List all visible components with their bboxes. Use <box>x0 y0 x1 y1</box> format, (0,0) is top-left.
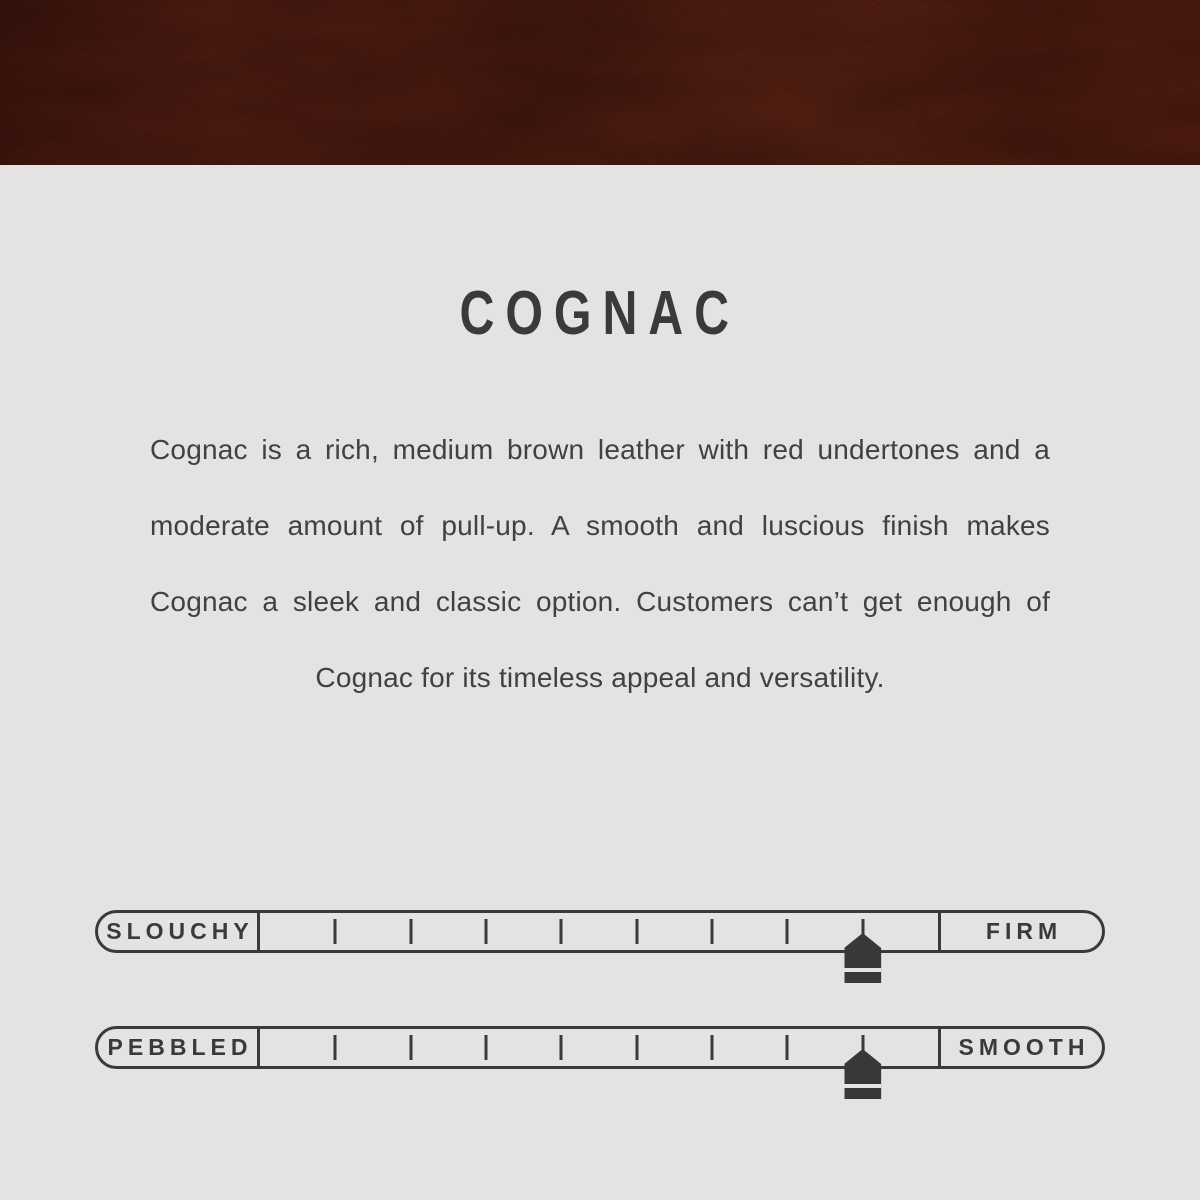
scale-tick <box>711 919 714 944</box>
page-title: COGNAC <box>459 279 741 348</box>
scale-tick <box>560 1035 563 1060</box>
scale-tick <box>334 919 337 944</box>
scale-tick <box>409 1035 412 1060</box>
scale-left-label: SLOUCHY <box>98 913 260 950</box>
scale-right-label: FIRM <box>938 913 1102 950</box>
scale-track <box>260 913 938 950</box>
scale-tick <box>635 1035 638 1060</box>
scale-tick <box>560 919 563 944</box>
scale-tick <box>635 919 638 944</box>
leather-description: Cognac is a rich, medium brown leather with red undertones and a moderate amount of pull-up. A smooth and luscious finish makes Cognac a sleek and classic option. Customers can’t get enough of Cognac for its timeless appeal and versatility. <box>150 434 1050 693</box>
scale-tick <box>409 919 412 944</box>
scale-tick <box>485 919 488 944</box>
scale-track <box>260 1029 938 1066</box>
leather-swatch-image <box>0 0 1200 165</box>
scale-tick <box>786 919 789 944</box>
scale-marker <box>844 933 881 983</box>
scale-tick <box>334 1035 337 1060</box>
leather-texture <box>0 0 1200 165</box>
scale-right-label: SMOOTH <box>938 1029 1102 1066</box>
scale-left-label: PEBBLED <box>98 1029 260 1066</box>
scale-tick <box>711 1035 714 1060</box>
scale-tick <box>485 1035 488 1060</box>
firmness-scale <box>95 910 1105 953</box>
scale-tick <box>786 1035 789 1060</box>
scale-marker <box>844 1049 881 1099</box>
texture-scale <box>95 1026 1105 1069</box>
